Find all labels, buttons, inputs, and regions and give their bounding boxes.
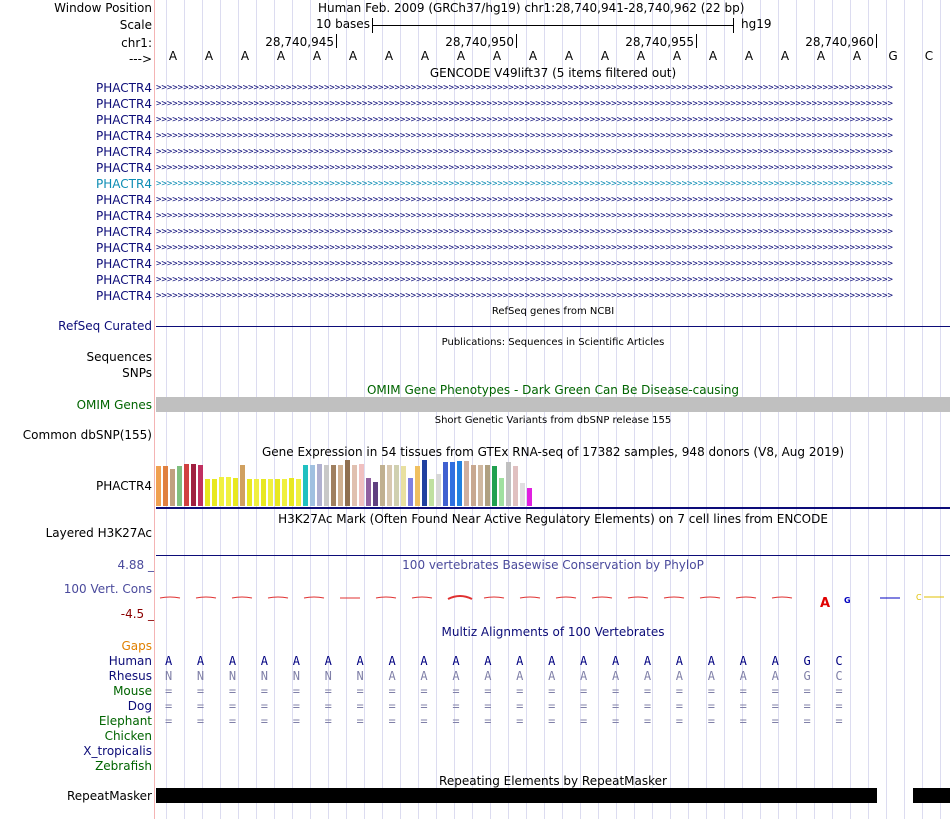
window-position-label: Window Position [54, 1, 152, 15]
multiz-species-row[interactable] [165, 729, 949, 743]
gtex-tissue-bar[interactable] [373, 482, 378, 506]
publications-sequences-label[interactable]: Sequences [86, 350, 152, 364]
gencode-transcript-arrows[interactable]: >>>>>>>>>>>>>>>>>>>>>>>>>>>>>>>>>>>>>>>>>>>>>>>>>>>>>>>>>>>>>>>>>>>>>>>>>>>>>>>>>>>>>>>>>>>>>>>>>>>>>>>>>>>>>>>>>>>>>>>>>>>>>>>>>>>>>>>> [156, 259, 893, 269]
base-letter: A [636, 49, 646, 63]
gencode-transcript-arrows[interactable]: >>>>>>>>>>>>>>>>>>>>>>>>>>>>>>>>>>>>>>>>>>>>>>>>>>>>>>>>>>>>>>>>>>>>>>>>>>>>>>>>>>>>>>>>>>>>>>>>>>>>>>>>>>>>>>>>>>>>>>>>>>>>>>>>>>>>>>>> [156, 243, 893, 253]
refseq-label[interactable]: RefSeq Curated [58, 319, 152, 333]
multiz-species-row[interactable]: NNNNNNNAAAAAAAAAAAAAGC [165, 669, 868, 683]
base-letter: A [240, 49, 250, 63]
gtex-tissue-bar[interactable] [324, 465, 329, 506]
gencode-gene-label[interactable]: PHACTR4 [96, 241, 152, 255]
gtex-tissue-bar[interactable] [317, 464, 322, 506]
position-tick-label: 28,740,955 [625, 35, 694, 49]
gencode-transcript-arrows[interactable]: >>>>>>>>>>>>>>>>>>>>>>>>>>>>>>>>>>>>>>>>>>>>>>>>>>>>>>>>>>>>>>>>>>>>>>>>>>>>>>>>>>>>>>>>>>>>>>>>>>>>>>>>>>>>>>>>>>>>>>>>>>>>>>>>>>>>>>>> [156, 211, 893, 221]
gtex-tissue-bar[interactable] [359, 464, 364, 506]
gtex-tissue-bar[interactable] [331, 465, 336, 506]
base-letter: A [780, 49, 790, 63]
gtex-tissue-bar[interactable] [240, 465, 245, 506]
multiz-species-label[interactable]: Chicken [104, 729, 152, 743]
base-letter: A [420, 49, 430, 63]
gtex-tissue-bar[interactable] [205, 479, 210, 506]
gencode-gene-label[interactable]: PHACTR4 [96, 209, 152, 223]
repeatmasker-block-1[interactable] [156, 788, 877, 803]
gtex-tissue-bar[interactable] [527, 488, 532, 506]
publications-snps-label[interactable]: SNPs [122, 366, 152, 380]
gencode-transcript-arrows[interactable]: >>>>>>>>>>>>>>>>>>>>>>>>>>>>>>>>>>>>>>>>>>>>>>>>>>>>>>>>>>>>>>>>>>>>>>>>>>>>>>>>>>>>>>>>>>>>>>>>>>>>>>>>>>>>>>>>>>>>>>>>>>>>>>>>>>>>>>>> [156, 147, 893, 157]
base-letter: A [852, 49, 862, 63]
phylop-track-title: 100 vertebrates Basewise Conservation by PhyloP [402, 558, 704, 572]
h3k27ac-track-title: H3K27Ac Mark (Often Found Near Active Regulatory Elements) on 7 cell lines from ENCODE [278, 512, 828, 526]
scale-text: 10 bases [316, 17, 370, 31]
gtex-tissue-bar[interactable] [282, 479, 287, 506]
gtex-tissue-bar[interactable] [436, 474, 441, 506]
gencode-transcript-arrows[interactable]: >>>>>>>>>>>>>>>>>>>>>>>>>>>>>>>>>>>>>>>>>>>>>>>>>>>>>>>>>>>>>>>>>>>>>>>>>>>>>>>>>>>>>>>>>>>>>>>>>>>>>>>>>>>>>>>>>>>>>>>>>>>>>>>>>>>>>>>> [156, 99, 893, 109]
gtex-tissue-bar[interactable] [478, 465, 483, 506]
gencode-transcript-arrows[interactable]: >>>>>>>>>>>>>>>>>>>>>>>>>>>>>>>>>>>>>>>>>>>>>>>>>>>>>>>>>>>>>>>>>>>>>>>>>>>>>>>>>>>>>>>>>>>>>>>>>>>>>>>>>>>>>>>>>>>>>>>>>>>>>>>>>>>>>>>> [156, 275, 893, 285]
gencode-transcript-arrows[interactable]: >>>>>>>>>>>>>>>>>>>>>>>>>>>>>>>>>>>>>>>>>>>>>>>>>>>>>>>>>>>>>>>>>>>>>>>>>>>>>>>>>>>>>>>>>>>>>>>>>>>>>>>>>>>>>>>>>>>>>>>>>>>>>>>>>>>>>>>> [156, 115, 893, 125]
gtex-tissue-bar[interactable] [457, 461, 462, 506]
multiz-species-label[interactable]: Human [108, 654, 152, 668]
base-letter: G [888, 49, 898, 63]
gencode-gene-label[interactable]: PHACTR4 [96, 273, 152, 287]
base-letter: A [312, 49, 322, 63]
gtex-tissue-bar[interactable] [226, 477, 231, 506]
gtex-tissue-bar[interactable] [499, 478, 504, 506]
gencode-transcript-arrows[interactable]: >>>>>>>>>>>>>>>>>>>>>>>>>>>>>>>>>>>>>>>>>>>>>>>>>>>>>>>>>>>>>>>>>>>>>>>>>>>>>>>>>>>>>>>>>>>>>>>>>>>>>>>>>>>>>>>>>>>>>>>>>>>>>>>>>>>>>>>> [156, 227, 893, 237]
multiz-species-row[interactable]: ====================== [165, 699, 868, 713]
gencode-track-title: GENCODE V49lift37 (5 items filtered out) [429, 66, 677, 80]
omim-track-title: OMIM Gene Phenotypes - Dark Green Can Be Disease-causing [366, 383, 740, 397]
repeatmasker-label[interactable]: RepeatMasker [66, 789, 152, 803]
gencode-gene-label[interactable]: PHACTR4 [96, 145, 152, 159]
repeatmasker-block-2[interactable] [913, 788, 950, 803]
base-letter: A [672, 49, 682, 63]
multiz-species-label[interactable]: Dog [127, 699, 152, 713]
multiz-species-label[interactable]: X_tropicalis [83, 744, 152, 758]
position-tick-label: 28,740,945 [265, 35, 334, 49]
svg-text:G: G [844, 596, 851, 605]
gtex-tissue-bar[interactable] [366, 478, 371, 506]
gencode-gene-label[interactable]: PHACTR4 [96, 289, 152, 303]
gtex-tissue-bar[interactable] [310, 465, 315, 506]
dbsnp-label[interactable]: Common dbSNP(155) [22, 428, 152, 442]
gtex-tissue-bar[interactable] [464, 461, 469, 506]
gtex-expression-bars[interactable] [156, 460, 536, 506]
gtex-tissue-bar[interactable] [422, 460, 427, 506]
phylop-min-label: -4.5 _ [120, 607, 154, 621]
base-letter: A [564, 49, 574, 63]
gencode-gene-label[interactable]: PHACTR4 [96, 113, 152, 127]
gencode-gene-label[interactable]: PHACTR4 [96, 129, 152, 143]
gtex-tissue-bar[interactable] [156, 466, 161, 506]
base-letter: C [924, 49, 934, 63]
base-letter: A [528, 49, 538, 63]
gencode-gene-label[interactable]: PHACTR4 [96, 161, 152, 175]
gtex-tissue-bar[interactable] [492, 466, 497, 506]
gtex-tissue-bar[interactable] [219, 477, 224, 506]
gencode-gene-label[interactable]: PHACTR4 [96, 97, 152, 111]
gtex-tissue-bar[interactable] [212, 479, 217, 506]
gtex-tissue-bar[interactable] [338, 465, 343, 506]
gtex-tissue-bar[interactable] [408, 478, 413, 506]
gtex-gene-label[interactable]: PHACTR4 [96, 479, 152, 493]
gtex-tissue-bar[interactable] [170, 469, 175, 506]
multiz-species-label[interactable]: Elephant [98, 714, 152, 728]
svg-text:C: C [916, 593, 922, 602]
gtex-tissue-bar[interactable] [380, 465, 385, 506]
gencode-transcript-arrows[interactable]: >>>>>>>>>>>>>>>>>>>>>>>>>>>>>>>>>>>>>>>>>>>>>>>>>>>>>>>>>>>>>>>>>>>>>>>>>>>>>>>>>>>>>>>>>>>>>>>>>>>>>>>>>>>>>>>>>>>>>>>>>>>>>>>>>>>>>>>> [156, 195, 893, 205]
strand-label: ---> [128, 52, 152, 66]
gtex-tissue-bar[interactable] [520, 483, 525, 506]
gtex-tissue-bar[interactable] [443, 462, 448, 506]
base-letter: A [204, 49, 214, 63]
position-tick-label: 28,740,960 [805, 35, 874, 49]
gtex-tissue-bar[interactable] [345, 460, 350, 506]
gtex-tissue-bar[interactable] [450, 462, 455, 506]
multiz-species-row[interactable]: AAAAAAAAAAAAAAAAAAAAGC [165, 654, 868, 668]
gtex-tissue-bar[interactable] [289, 478, 294, 506]
base-letter: A [600, 49, 610, 63]
base-letter: A [348, 49, 358, 63]
gencode-transcript-arrows[interactable]: >>>>>>>>>>>>>>>>>>>>>>>>>>>>>>>>>>>>>>>>>>>>>>>>>>>>>>>>>>>>>>>>>>>>>>>>>>>>>>>>>>>>>>>>>>>>>>>>>>>>>>>>>>>>>>>>>>>>>>>>>>>>>>>>>>>>>>>> [156, 291, 893, 301]
gtex-tissue-bar[interactable] [303, 465, 308, 506]
svg-text:A: A [820, 596, 831, 610]
multiz-species-label[interactable]: Mouse [113, 684, 152, 698]
base-letter: A [384, 49, 394, 63]
omim-label[interactable]: OMIM Genes [76, 398, 152, 412]
gencode-transcript-arrows[interactable]: >>>>>>>>>>>>>>>>>>>>>>>>>>>>>>>>>>>>>>>>>>>>>>>>>>>>>>>>>>>>>>>>>>>>>>>>>>>>>>>>>>>>>>>>>>>>>>>>>>>>>>>>>>>>>>>>>>>>>>>>>>>>>>>>>>>>>>>> [156, 83, 893, 93]
window-position-value: Human Feb. 2009 (GRCh37/hg19) chr1:28,740,941-28,740,962 (22 bp) [318, 1, 745, 15]
gtex-tissue-bar[interactable] [247, 479, 252, 506]
gtex-tissue-bar[interactable] [275, 479, 280, 506]
base-letter: A [276, 49, 286, 63]
publications-track-title: Publications: Sequences in Scientific Articles [441, 337, 665, 348]
gtex-tissue-bar[interactable] [506, 462, 511, 506]
repeatmasker-track-title: Repeating Elements by RepeatMasker [439, 774, 667, 788]
multiz-species-row[interactable] [165, 744, 949, 758]
gencode-gene-label[interactable]: PHACTR4 [96, 177, 152, 191]
gtex-tissue-bar[interactable] [233, 478, 238, 506]
gencode-gene-label[interactable]: PHACTR4 [96, 225, 152, 239]
phylop-label[interactable]: 100 Vert. Cons [63, 582, 152, 596]
gtex-tissue-bar[interactable] [268, 479, 273, 506]
gtex-tissue-bar[interactable] [387, 465, 392, 506]
gtex-tissue-bar[interactable] [485, 465, 490, 506]
gtex-tissue-bar[interactable] [415, 466, 420, 506]
base-letter: A [708, 49, 718, 63]
position-tick-mark [876, 34, 877, 48]
gtex-tissue-bar[interactable] [177, 466, 182, 506]
scale-label: Scale [119, 18, 152, 32]
gencode-gene-label[interactable]: PHACTR4 [96, 193, 152, 207]
h3k27ac-baseline [156, 555, 950, 556]
multiz-species-row[interactable]: ====================== [165, 684, 868, 698]
gtex-tissue-bar[interactable] [184, 464, 189, 506]
gtex-track-title: Gene Expression in 54 tissues from GTEx RNA-seq of 17382 samples, 948 donors (V8, Aug 2019) [261, 445, 845, 459]
multiz-species-label[interactable]: Zebrafish [95, 759, 152, 773]
gtex-tissue-bar[interactable] [513, 466, 518, 506]
position-tick-mark [516, 34, 517, 48]
gtex-baseline [156, 507, 950, 509]
multiz-track-title: Multiz Alignments of 100 Vertebrates [441, 625, 665, 639]
gtex-tissue-bar[interactable] [198, 465, 203, 506]
base-letter: A [816, 49, 826, 63]
scale-assembly: hg19 [741, 17, 772, 31]
position-tick-mark [336, 34, 337, 48]
label-divider [154, 0, 155, 819]
gtex-tissue-bar[interactable] [261, 479, 266, 506]
gencode-gene-label[interactable]: PHACTR4 [96, 257, 152, 271]
base-letter: A [492, 49, 502, 63]
phylop-conservation-plot[interactable] [156, 588, 950, 610]
phylop-max-label: 4.88 _ [117, 558, 154, 572]
dbsnp-track-title: Short Genetic Variants from dbSNP release 155 [434, 415, 672, 426]
gtex-tissue-bar[interactable] [352, 465, 357, 506]
gtex-tissue-bar[interactable] [471, 465, 476, 506]
multiz-species-label[interactable]: Rhesus [108, 669, 152, 683]
gtex-tissue-bar[interactable] [191, 464, 196, 506]
refseq-track-title: RefSeq genes from NCBI [491, 306, 615, 317]
gtex-tissue-bar[interactable] [254, 479, 259, 506]
gencode-transcript-arrows[interactable]: >>>>>>>>>>>>>>>>>>>>>>>>>>>>>>>>>>>>>>>>>>>>>>>>>>>>>>>>>>>>>>>>>>>>>>>>>>>>>>>>>>>>>>>>>>>>>>>>>>>>>>>>>>>>>>>>>>>>>>>>>>>>>>>>>>>>>>>> [156, 131, 893, 141]
gencode-transcript-arrows[interactable]: >>>>>>>>>>>>>>>>>>>>>>>>>>>>>>>>>>>>>>>>>>>>>>>>>>>>>>>>>>>>>>>>>>>>>>>>>>>>>>>>>>>>>>>>>>>>>>>>>>>>>>>>>>>>>>>>>>>>>>>>>>>>>>>>>>>>>>>> [156, 163, 893, 173]
gencode-gene-label[interactable]: PHACTR4 [96, 81, 152, 95]
gtex-tissue-bar[interactable] [163, 466, 168, 506]
gencode-transcript-arrows[interactable]: >>>>>>>>>>>>>>>>>>>>>>>>>>>>>>>>>>>>>>>>>>>>>>>>>>>>>>>>>>>>>>>>>>>>>>>>>>>>>>>>>>>>>>>>>>>>>>>>>>>>>>>>>>>>>>>>>>>>>>>>>>>>>>>>>>>>>>>> [156, 179, 893, 189]
gtex-tissue-bar[interactable] [394, 465, 399, 506]
refseq-gene-line[interactable] [156, 326, 950, 327]
gtex-tissue-bar[interactable] [401, 466, 406, 506]
position-tick-mark [696, 34, 697, 48]
base-letter: A [456, 49, 466, 63]
multiz-species-row[interactable]: ====================== [165, 714, 868, 728]
multiz-gaps-label[interactable]: Gaps [121, 639, 152, 653]
gtex-tissue-bar[interactable] [429, 479, 434, 506]
multiz-species-row[interactable] [165, 759, 949, 773]
gtex-tissue-bar[interactable] [296, 479, 301, 506]
base-letter: A [744, 49, 754, 63]
h3k27ac-label[interactable]: Layered H3K27Ac [45, 526, 152, 540]
omim-phenotype-bar[interactable] [156, 397, 950, 412]
position-tick-label: 28,740,950 [445, 35, 514, 49]
base-letter: A [168, 49, 178, 63]
chrom-label: chr1: [121, 36, 152, 50]
